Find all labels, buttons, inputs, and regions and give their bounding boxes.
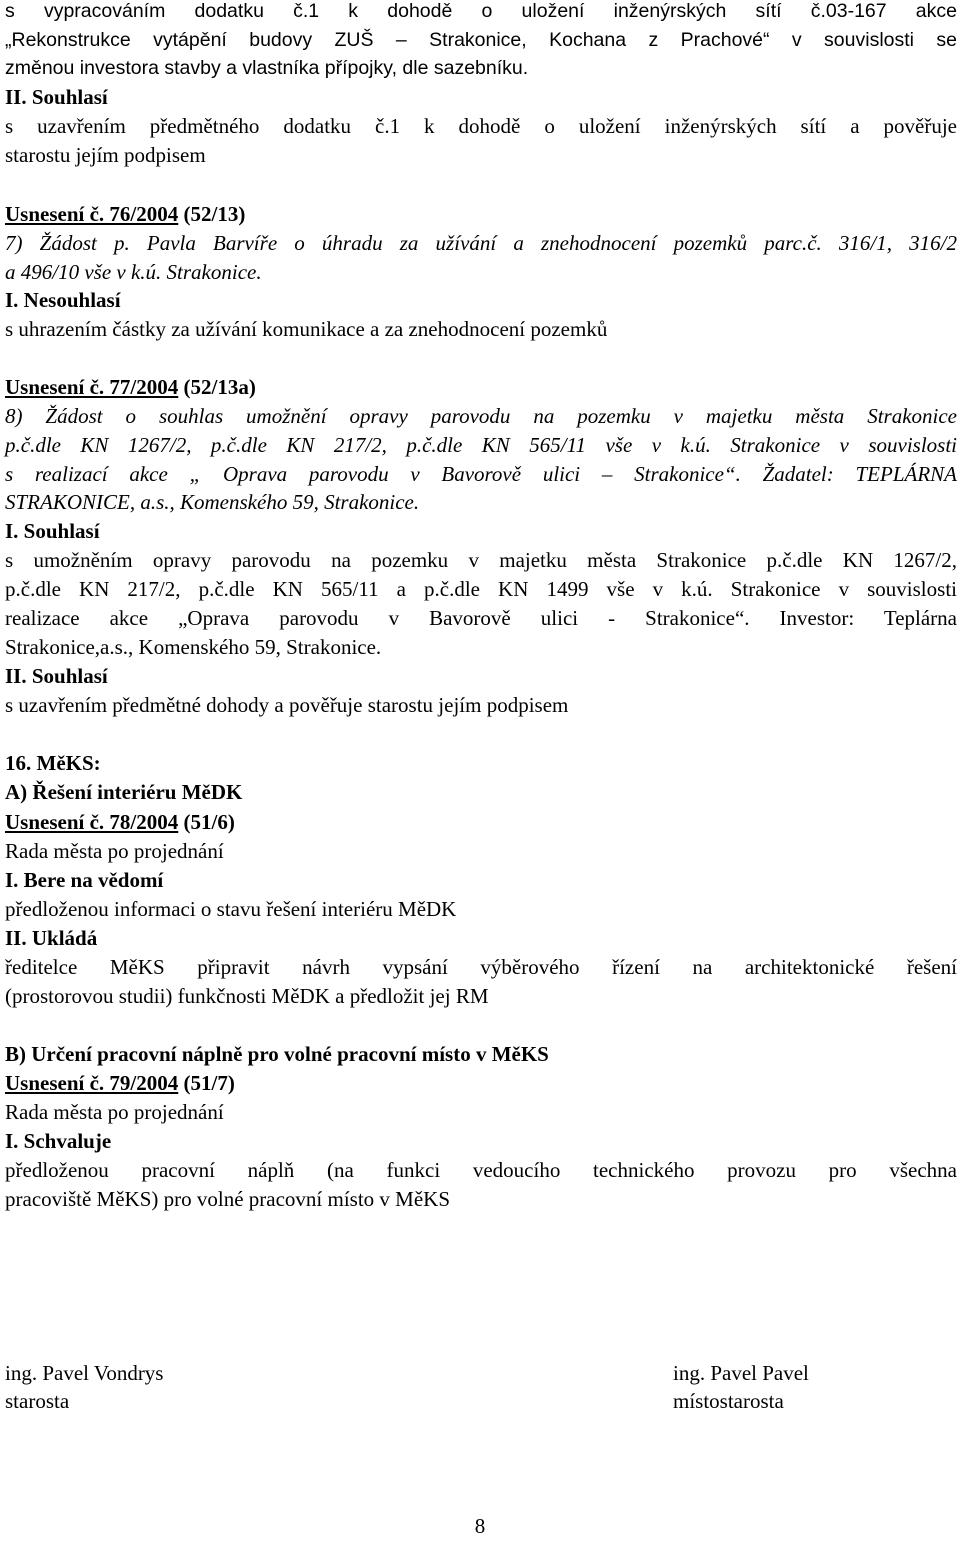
section-heading: I. Schvaluje: [5, 1129, 112, 1153]
item-line: p.č.dle KN 1267/2, p.č.dle KN 217/2, p.č.dle KN 565/11 vše v k.ú. Strakonice v souvislosti: [5, 433, 957, 457]
resolution-code: (52/13a): [178, 375, 256, 399]
signature-left-role: starosta: [5, 1389, 70, 1413]
page-number: 8: [474, 1514, 486, 1538]
resolution-number: Usnesení č. 79/2004: [5, 1071, 179, 1095]
paragraph-line: s umožněním opravy parovodu na pozemku v majetku města Strakonice p.č.dle KN 1267/2,: [5, 548, 957, 572]
section-heading: I. Bere na vědomí: [5, 868, 164, 892]
paragraph-line: starostu jejím podpisem: [5, 143, 206, 167]
section-heading: II. Souhlasí: [5, 664, 108, 688]
paragraph-line: s uzavřením předmětné dohody a pověřuje starostu jejím podpisem: [5, 693, 569, 717]
section-heading: II. Ukládá: [5, 926, 98, 950]
section-heading: I. Souhlasí: [5, 519, 100, 543]
section-heading: I. Nesouhlasí: [5, 288, 121, 312]
resolution-code: (51/6): [178, 810, 235, 834]
resolution-header: [5, 200, 957, 229]
paragraph-line: (prostorovou studii) funkčnosti MěDK a předložit jej RM: [5, 984, 489, 1008]
paragraph-line: s vypracováním dodatku č.1 k dohodě o uložení inženýrských sítí č.03-167 akce: [5, 0, 957, 22]
signature-left-name: ing. Pavel Vondrys: [5, 1361, 164, 1385]
item-line: 8) Žádost o souhlas umožnění opravy parovodu na pozemku v majetku města Strakonice: [5, 404, 957, 428]
signature-right-name: ing. Pavel Pavel: [673, 1361, 809, 1385]
paragraph-line: s uhrazením částky za užívání komunikace a za znehodnocení pozemků: [5, 317, 608, 341]
section-title: 16. MěKS:: [5, 751, 101, 775]
paragraph-line: „Rekonstrukce vytápění budovy ZUŠ – Strakonice, Kochana z Prachové“ v souvislosti se: [5, 29, 957, 51]
resolution-header: [5, 373, 957, 402]
paragraph-line: p.č.dle KN 217/2, p.č.dle KN 565/11 a p.č.dle KN 1499 vše v k.ú. Strakonice v souvislosti: [5, 577, 957, 601]
resolution-number: Usnesení č. 77/2004: [5, 375, 179, 399]
resolution-header: [5, 808, 957, 837]
subsection-title: A) Řešení interiéru MěDK: [5, 780, 243, 804]
resolution-header: [5, 1069, 957, 1098]
paragraph-line: změnou investora stavby a vlastníka přípojky, dle sazebníku.: [5, 57, 529, 79]
section-heading: II. Souhlasí: [5, 85, 108, 109]
resolution-code: (51/7): [178, 1071, 235, 1095]
paragraph-line: ředitelce MěKS připravit návrh vypsání výběrového řízení na architektonické řešení: [5, 955, 957, 979]
paragraph-line: Strakonice,a.s., Komenského 59, Strakonice.: [5, 635, 382, 659]
paragraph-line: předloženou informaci o stavu řešení interiéru MěDK: [5, 897, 457, 921]
paragraph-line: pracoviště MěKS) pro volné pracovní místo v MěKS: [5, 1187, 451, 1211]
resolution-number: Usnesení č. 78/2004: [5, 810, 179, 834]
paragraph-line: Rada města po projednání: [5, 839, 224, 863]
paragraph-line: s uzavřením předmětného dodatku č.1 k dohodě o uložení inženýrských sítí a pověřuje: [5, 114, 957, 138]
item-line: s realizací akce „ Oprava parovodu v Bavorově ulici – Strakonice“. Žadatel: TEPLÁRNA: [5, 462, 957, 486]
paragraph-line: předloženou pracovní náplň (na funkci vedoucího technického provozu pro všechna: [5, 1158, 957, 1182]
item-line: 7) Žádost p. Pavla Barvíře o úhradu za užívání a znehodnocení pozemků parc.č. 316/1, 316/2: [5, 231, 957, 255]
paragraph-line: realizace akce „Oprava parovodu v Bavorově ulici - Strakonice“. Investor: Teplárna: [5, 606, 957, 630]
paragraph-line: Rada města po projednání: [5, 1100, 224, 1124]
resolution-number: Usnesení č. 76/2004: [5, 202, 179, 226]
subsection-title: B) Určení pracovní náplně pro volné pracovní místo v MěKS: [5, 1042, 549, 1066]
resolution-code: (52/13): [178, 202, 246, 226]
signature-right-role: místostarosta: [673, 1389, 784, 1413]
item-line: a 496/10 vše v k.ú. Strakonice.: [5, 260, 262, 284]
item-line: STRAKONICE, a.s., Komenského 59, Strakonice.: [5, 490, 420, 514]
